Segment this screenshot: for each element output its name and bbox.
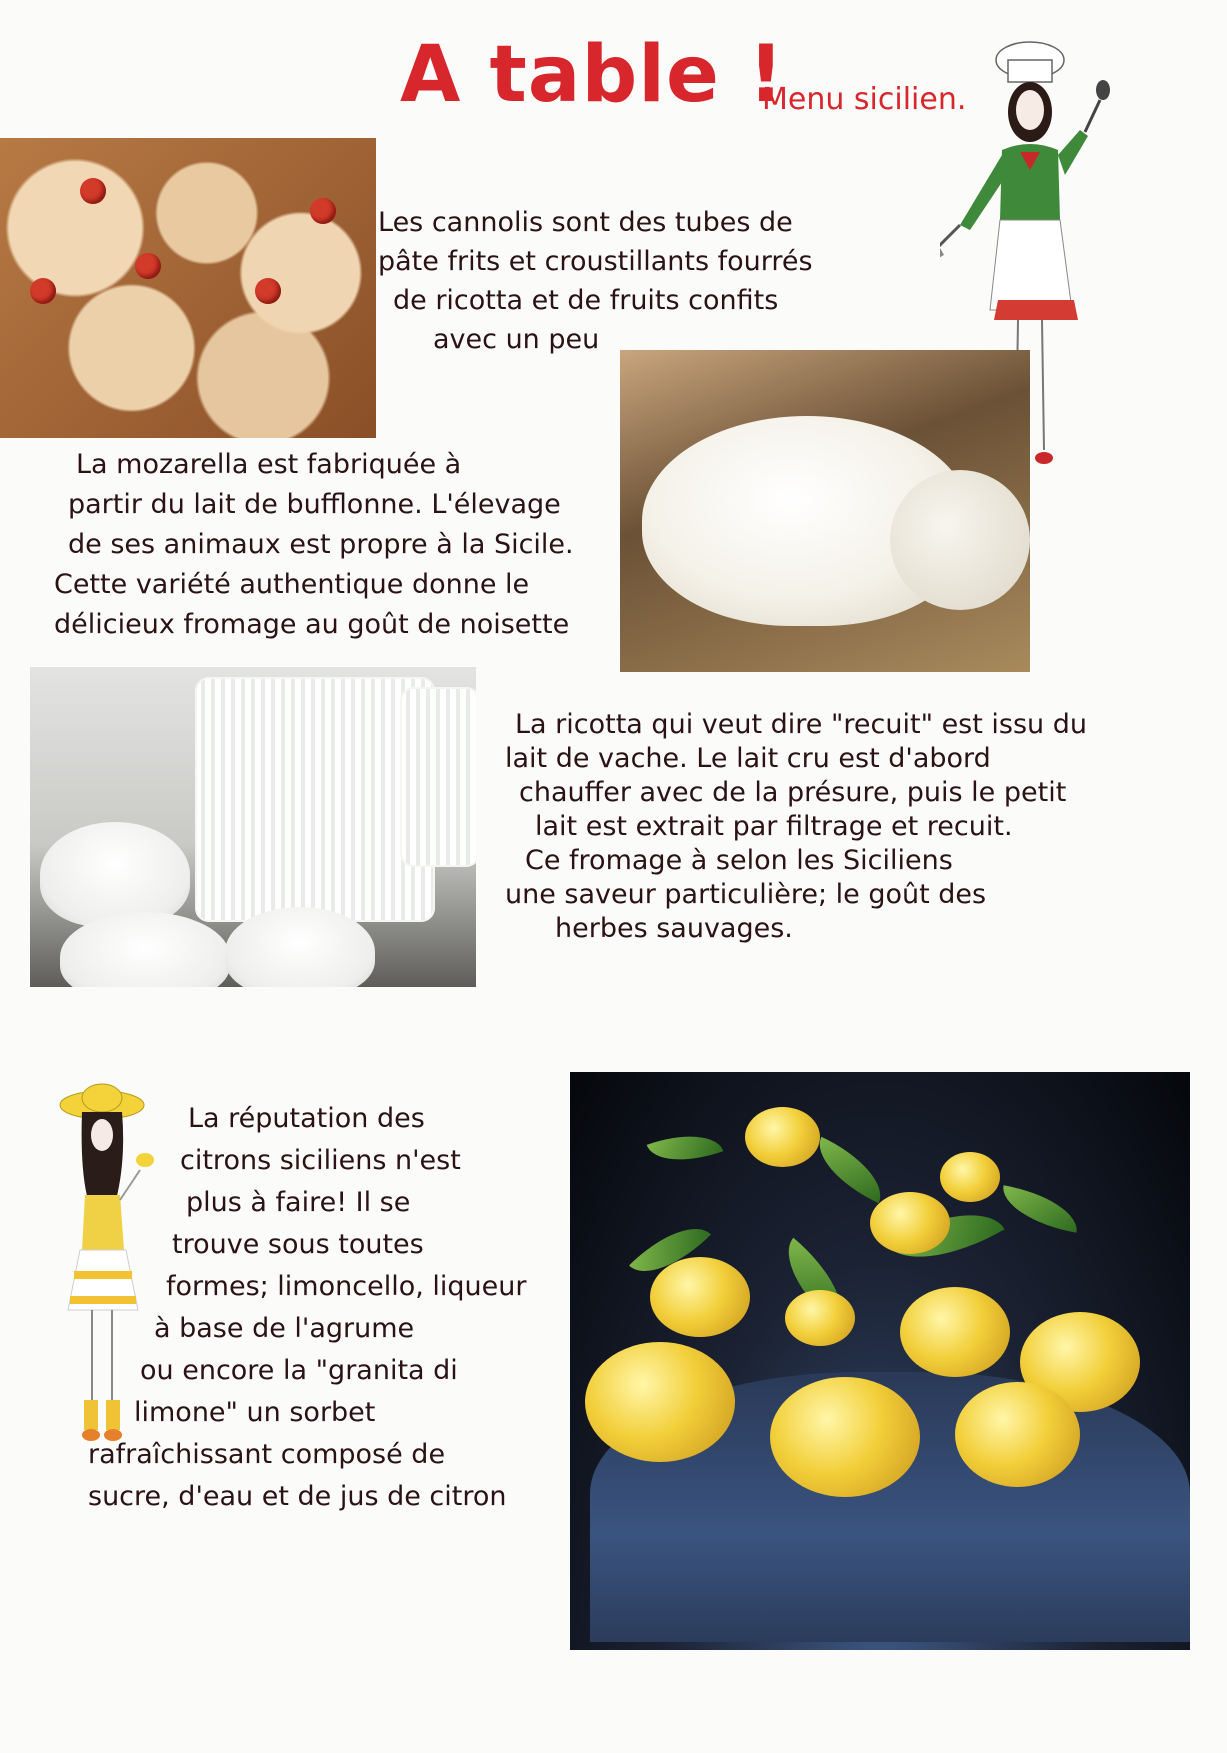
page-title: A table ! — [400, 30, 785, 120]
citrons-line: formes; limoncello, liqueur — [166, 1271, 527, 1302]
citrons-line: sucre, d'eau et de jus de citron — [88, 1481, 507, 1512]
mozzarella-line: partir du lait de bufflonne. L'élevage — [68, 489, 561, 520]
cannolis-line: de ricotta et de fruits confits — [393, 285, 779, 316]
cannolis-line: avec un peu — [433, 324, 600, 355]
ricotta-line: lait de vache. Le lait cru est d'abord — [505, 743, 991, 774]
lemons-photo — [570, 1072, 1190, 1650]
mozzarella-line: délicieux fromage au goût de noisette — [54, 609, 570, 640]
ricotta-paragraph — [505, 708, 1087, 946]
ricotta-line: herbes sauvages. — [555, 913, 793, 944]
page-subtitle: Menu sicilien. — [762, 82, 967, 117]
citrons-line: plus à faire! Il se — [186, 1187, 411, 1218]
citrons-line: à base de l'agrume — [154, 1313, 415, 1344]
mozzarella-line: La mozarella est fabriquée à — [76, 449, 462, 480]
mozzarella-line: Cette variété authentique donne le — [54, 569, 530, 600]
citrons-line: rafraîchissant composé de — [88, 1439, 446, 1470]
ricotta-line: Ce fromage à selon les Siciliens — [525, 845, 953, 876]
ricotta-line: une saveur particulière; le goût des — [505, 879, 987, 910]
citrons-line: La réputation des — [188, 1103, 425, 1134]
mozzarella-line: de ses animaux est propre à la Sicile. — [68, 529, 574, 560]
cannoli-photo — [0, 138, 376, 438]
ricotta-photo — [30, 667, 476, 987]
cannolis-line: pâte frits et croustillants fourrés — [378, 246, 813, 277]
cannolis-paragraph — [378, 205, 813, 357]
cannolis-line: Les cannolis sont des tubes de — [378, 207, 793, 238]
ricotta-line: lait est extrait par filtrage et recuit. — [535, 811, 1013, 842]
ricotta-line: chauffer avec de la présure, puis le petit — [519, 777, 1067, 808]
citrons-line: limone" un sorbet — [134, 1397, 376, 1428]
ricotta-line: La ricotta qui veut dire "recuit" est issu du — [515, 709, 1087, 740]
citrons-line: citrons siciliens n'est — [180, 1145, 461, 1176]
mozzarella-photo — [620, 350, 1030, 672]
citrons-line: ou encore la "granita di — [140, 1355, 458, 1386]
citrons-paragraph — [88, 1098, 527, 1518]
mozzarella-paragraph — [54, 445, 574, 645]
citrons-line: trouve sous toutes — [172, 1229, 424, 1260]
